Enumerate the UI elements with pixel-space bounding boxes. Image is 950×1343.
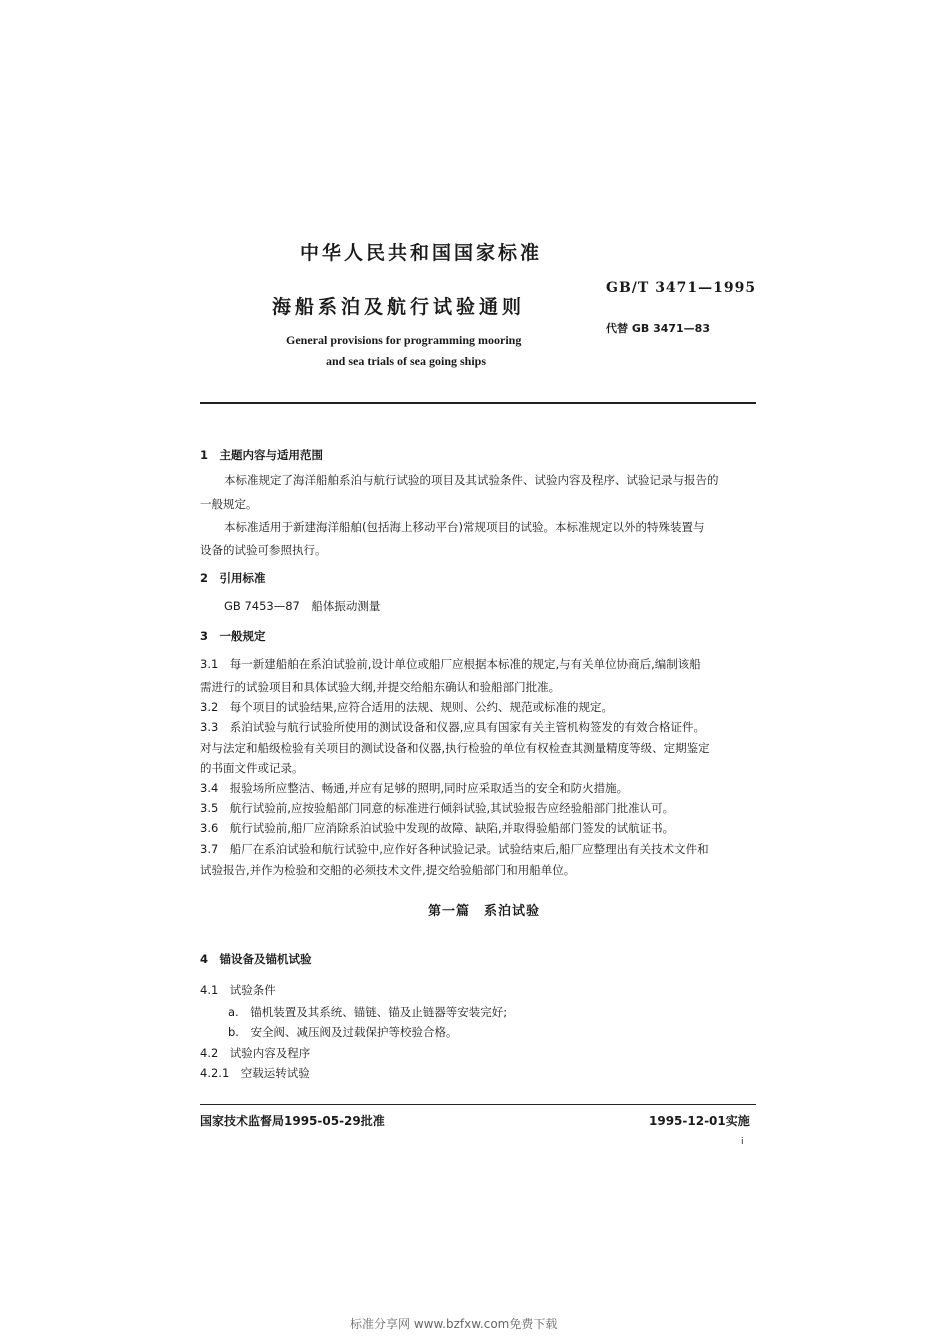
page-mark: i bbox=[741, 1137, 744, 1147]
clause-4-2-1: 4.2.1 空载运转试验 bbox=[200, 1066, 310, 1080]
site-watermark: 标准分享网 www.bzfxw.com免费下载 bbox=[350, 1317, 558, 1331]
replaces-note: 代替 GB 3471—83 bbox=[606, 322, 710, 335]
english-title-line2: and sea trials of sea going ships bbox=[326, 354, 487, 368]
clause-3-7-line1: 3.7 船厂在系泊试验和航行试验中,应作好各种试验记录。试验结束后,船厂应整理出有关技术文件和 bbox=[200, 842, 709, 856]
national-standard-title: 中华人民共和国国家标准 bbox=[300, 242, 543, 264]
clause-4-1: 4.1 试验条件 bbox=[200, 983, 276, 997]
clause-4-2: 4.2 试验内容及程序 bbox=[200, 1046, 311, 1060]
footer-divider bbox=[200, 1104, 756, 1105]
clause-3-3-line3: 的书面文件或记录。 bbox=[200, 761, 304, 775]
clause-3-1-line2: 需进行的试验项目和具体试验大纲,并提交给船东确认和验船部门批准。 bbox=[200, 680, 561, 694]
section-1-para1-line1: 本标准规定了海洋船舶系泊与航行试验的项目及其试验条件、试验内容及程序、试验记录与报告的 bbox=[224, 473, 719, 487]
section-1-para2-line2: 设备的试验可参照执行。 bbox=[200, 543, 327, 557]
section-4-heading: 4 锚设备及锚机试验 bbox=[200, 952, 312, 966]
english-title-line1: General provisions for programming mooring bbox=[286, 333, 522, 347]
clause-3-1-line1: 3.1 每一新建船舶在系泊试验前,设计单位或船厂应根据本标准的规定,与有关单位协商后,编制该船 bbox=[200, 657, 701, 671]
clause-3-4: 3.4 报验场所应整洁、畅通,并应有足够的照明,同时应采取适当的安全和防火措施。 bbox=[200, 781, 629, 795]
section-2-reference: GB 7453—87 船体振动测量 bbox=[224, 599, 381, 613]
section-2-heading: 2 引用标准 bbox=[200, 571, 266, 585]
clause-3-5: 3.5 航行试验前,应按验船部门同意的标准进行倾斜试验,其试验报告应经验船部门批准认可。 bbox=[200, 801, 675, 815]
part-1-title: 第一篇 系泊试验 bbox=[428, 904, 541, 919]
clause-4-1-b: b. 安全阀、减压阀及过载保护等校验合格。 bbox=[228, 1025, 458, 1039]
effective-date: 1995-12-01实施 bbox=[649, 1114, 750, 1128]
section-1-para2-line1: 本标准适用于新建海洋船舶(包括海上移动平台)常规项目的试验。本标准规定以外的特殊装置与 bbox=[224, 520, 705, 534]
clause-3-3-line1: 3.3 系泊试验与航行试验所使用的测试设备和仪器,应具有国家有关主管机构签发的有效合格证件。 bbox=[200, 720, 705, 734]
clause-3-6: 3.6 航行试验前,船厂应消除系泊试验中发现的故障、缺陷,并取得验船部门签发的试航证书。 bbox=[200, 821, 675, 835]
header-divider bbox=[200, 402, 756, 404]
standard-code: GB/T 3471—1995 bbox=[606, 280, 757, 296]
clause-4-1-a: a. 锚机装置及其系统、锚链、锚及止链器等安装完好; bbox=[228, 1005, 508, 1019]
clause-3-7-line2: 试验报告,并作为检验和交船的必须技术文件,提交给验船部门和用船单位。 bbox=[200, 863, 576, 877]
clause-3-2: 3.2 每个项目的试验结果,应符合适用的法规、规则、公约、规范或标准的规定。 bbox=[200, 700, 613, 714]
section-1-para1-line2: 一般规定。 bbox=[200, 497, 258, 511]
clause-3-3-line2: 对与法定和船级检验有关项目的测试设备和仪器,执行检验的单位有权检查其测量精度等级、定期鉴定 bbox=[200, 741, 710, 755]
section-3-heading: 3 一般规定 bbox=[200, 629, 266, 643]
section-1-heading: 1 主题内容与适用范围 bbox=[200, 448, 324, 462]
approval-date: 国家技术监督局1995-05-29批准 bbox=[200, 1114, 385, 1128]
document-title: 海船系泊及航行试验通则 bbox=[272, 296, 526, 318]
